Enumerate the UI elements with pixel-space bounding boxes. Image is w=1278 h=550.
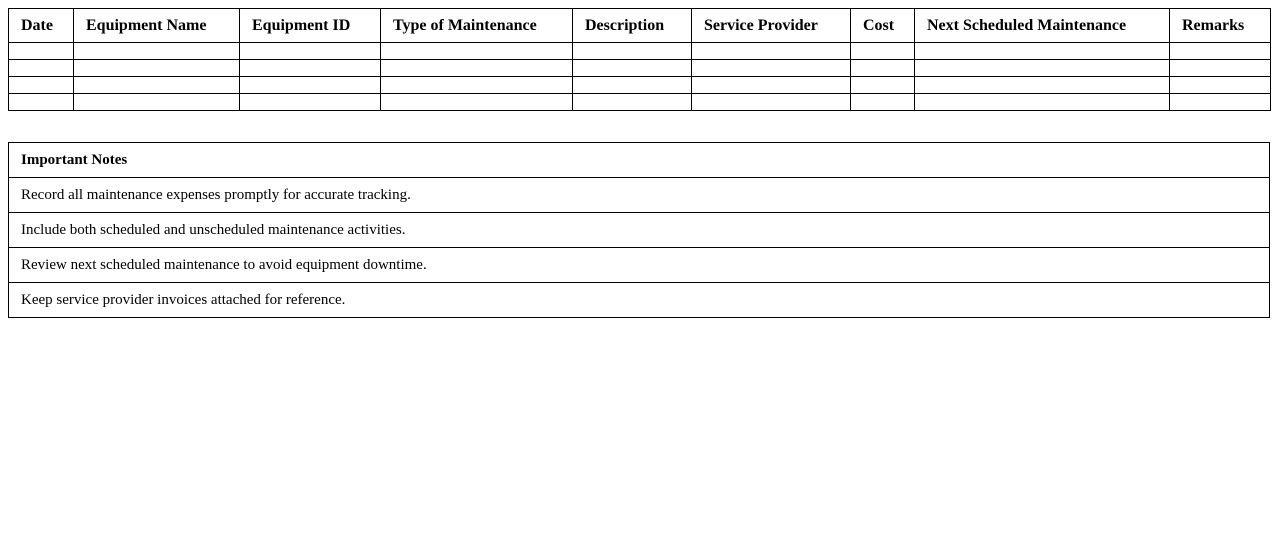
table-cell[interactable]: [381, 43, 573, 60]
table-cell[interactable]: [915, 77, 1170, 94]
note-text: Keep service provider invoices attached for reference.: [9, 283, 1270, 318]
notes-header-row: [9, 143, 1270, 178]
list-item: [9, 283, 1270, 318]
table-cell[interactable]: [851, 60, 915, 77]
table-row: [9, 94, 1271, 111]
table-cell[interactable]: [692, 43, 851, 60]
maintenance-log-table: [8, 8, 1271, 111]
table-cell[interactable]: [915, 43, 1170, 60]
column-header-remarks: Remarks: [1170, 9, 1271, 43]
table-cell[interactable]: [240, 60, 381, 77]
column-header-equipment-name: Equipment Name: [74, 9, 240, 43]
table-cell[interactable]: [915, 94, 1170, 111]
note-text: Include both scheduled and unscheduled maintenance activities.: [9, 213, 1270, 248]
table-row: [9, 77, 1271, 94]
table-cell[interactable]: [1170, 43, 1271, 60]
list-item: [9, 248, 1270, 283]
list-item: [9, 178, 1270, 213]
table-cell[interactable]: [74, 43, 240, 60]
column-header-cost: Cost: [851, 9, 915, 43]
table-cell[interactable]: [573, 94, 692, 111]
table-cell[interactable]: [9, 94, 74, 111]
table-cell[interactable]: [692, 77, 851, 94]
table-cell[interactable]: [573, 43, 692, 60]
table-cell[interactable]: [1170, 94, 1271, 111]
table-header-row: [9, 9, 1271, 43]
table-cell[interactable]: [240, 43, 381, 60]
table-cell[interactable]: [573, 77, 692, 94]
note-text: Record all maintenance expenses promptly for accurate tracking.: [9, 178, 1270, 213]
table-cell[interactable]: [9, 77, 74, 94]
table-cell[interactable]: [74, 77, 240, 94]
table-cell[interactable]: [692, 94, 851, 111]
column-header-equipment-id: Equipment ID: [240, 9, 381, 43]
table-cell[interactable]: [851, 94, 915, 111]
important-notes-table: [8, 142, 1270, 318]
note-text: Review next scheduled maintenance to avoid equipment downtime.: [9, 248, 1270, 283]
table-cell[interactable]: [74, 94, 240, 111]
column-header-date: Date: [9, 9, 74, 43]
table-cell[interactable]: [692, 60, 851, 77]
table-cell[interactable]: [381, 60, 573, 77]
table-cell[interactable]: [381, 77, 573, 94]
table-row: [9, 60, 1271, 77]
column-header-next-scheduled-maintenance: Next Scheduled Maintenance: [915, 9, 1170, 43]
table-cell[interactable]: [915, 60, 1170, 77]
column-header-service-provider: Service Provider: [692, 9, 851, 43]
column-header-description: Description: [573, 9, 692, 43]
table-cell[interactable]: [851, 77, 915, 94]
table-cell[interactable]: [851, 43, 915, 60]
table-cell[interactable]: [74, 60, 240, 77]
table-cell[interactable]: [1170, 77, 1271, 94]
table-cell[interactable]: [240, 77, 381, 94]
table-row: [9, 43, 1271, 60]
notes-title: Important Notes: [9, 143, 1270, 178]
column-header-type-of-maintenance: Type of Maintenance: [381, 9, 573, 43]
list-item: [9, 213, 1270, 248]
table-cell[interactable]: [9, 60, 74, 77]
table-cell[interactable]: [381, 94, 573, 111]
table-cell[interactable]: [1170, 60, 1271, 77]
table-cell[interactable]: [9, 43, 74, 60]
table-cell[interactable]: [240, 94, 381, 111]
table-cell[interactable]: [573, 60, 692, 77]
